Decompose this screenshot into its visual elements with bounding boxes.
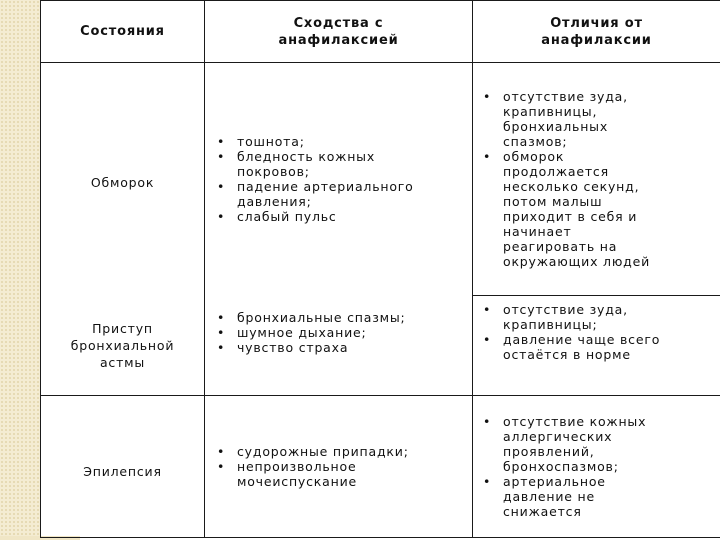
list-item: • артериальное давление не снижается [473, 474, 673, 519]
list-item: • бронхиальные спазмы; [205, 310, 435, 325]
list-item: • отсутствие зуда, крапивницы, бронхиальных спазмов; [473, 89, 663, 149]
similar-cell-faint [205, 63, 473, 296]
similar-list-faint [205, 134, 435, 224]
header-similar-text: Сходства с анафилаксией [278, 15, 399, 48]
state-cell-asthma [41, 296, 205, 396]
differ-cell-asthma [473, 296, 720, 396]
differ-cell-faint [473, 63, 720, 296]
header-differ [473, 1, 720, 63]
list-item: • давление чаще всего остаётся в норме [473, 332, 663, 362]
differ-list-faint [473, 89, 663, 269]
state-cell-faint [41, 63, 205, 296]
state-cell-epilepsy [41, 396, 205, 538]
header-state [41, 1, 205, 63]
similar-cell-asthma [205, 296, 473, 396]
table-row-asthma [41, 296, 720, 396]
table-row-epilepsy [41, 396, 720, 538]
list-item: • отсутствие зуда, крапивницы; [473, 302, 663, 332]
list-item: • слабый пульс [205, 209, 435, 224]
differ-cell-epilepsy [473, 396, 720, 538]
similar-list-epilepsy [205, 444, 435, 489]
state-epilepsy: Эпилепсия [83, 464, 162, 479]
similar-list-asthma [205, 310, 435, 355]
list-item: • падение артериального давления; [205, 179, 435, 209]
list-item: • обморок продолжается несколько секунд, потом малыш приходит в себя и начинает реагировать на окружающих людей [473, 149, 663, 269]
list-item: • шумное дыхание; [205, 325, 435, 340]
list-item: • тошнота; [205, 134, 435, 149]
list-item: • чувство страха [205, 340, 435, 355]
comparison-table [40, 0, 720, 538]
header-state-text: Состояния [80, 24, 165, 39]
differ-list-epilepsy [473, 414, 673, 519]
header-row [41, 1, 720, 63]
differ-list-asthma [473, 302, 663, 362]
header-differ-text: Отличия от анафилаксии [541, 15, 652, 48]
list-item: • судорожные припадки; [205, 444, 435, 459]
list-item: • отсутствие кожных аллергических проявлений, бронхоспазмов; [473, 414, 673, 474]
list-item: • бледность кожных покровов; [205, 149, 435, 179]
state-asthma: Приступ бронхиальной астмы [70, 320, 175, 370]
header-similar [205, 1, 473, 63]
state-faint: Обморок [90, 174, 155, 190]
table-row-faint [41, 63, 720, 296]
similar-cell-epilepsy [205, 396, 473, 538]
decorative-left-strip [0, 0, 40, 540]
list-item: • непроизвольное мочеиспускание [205, 459, 435, 489]
